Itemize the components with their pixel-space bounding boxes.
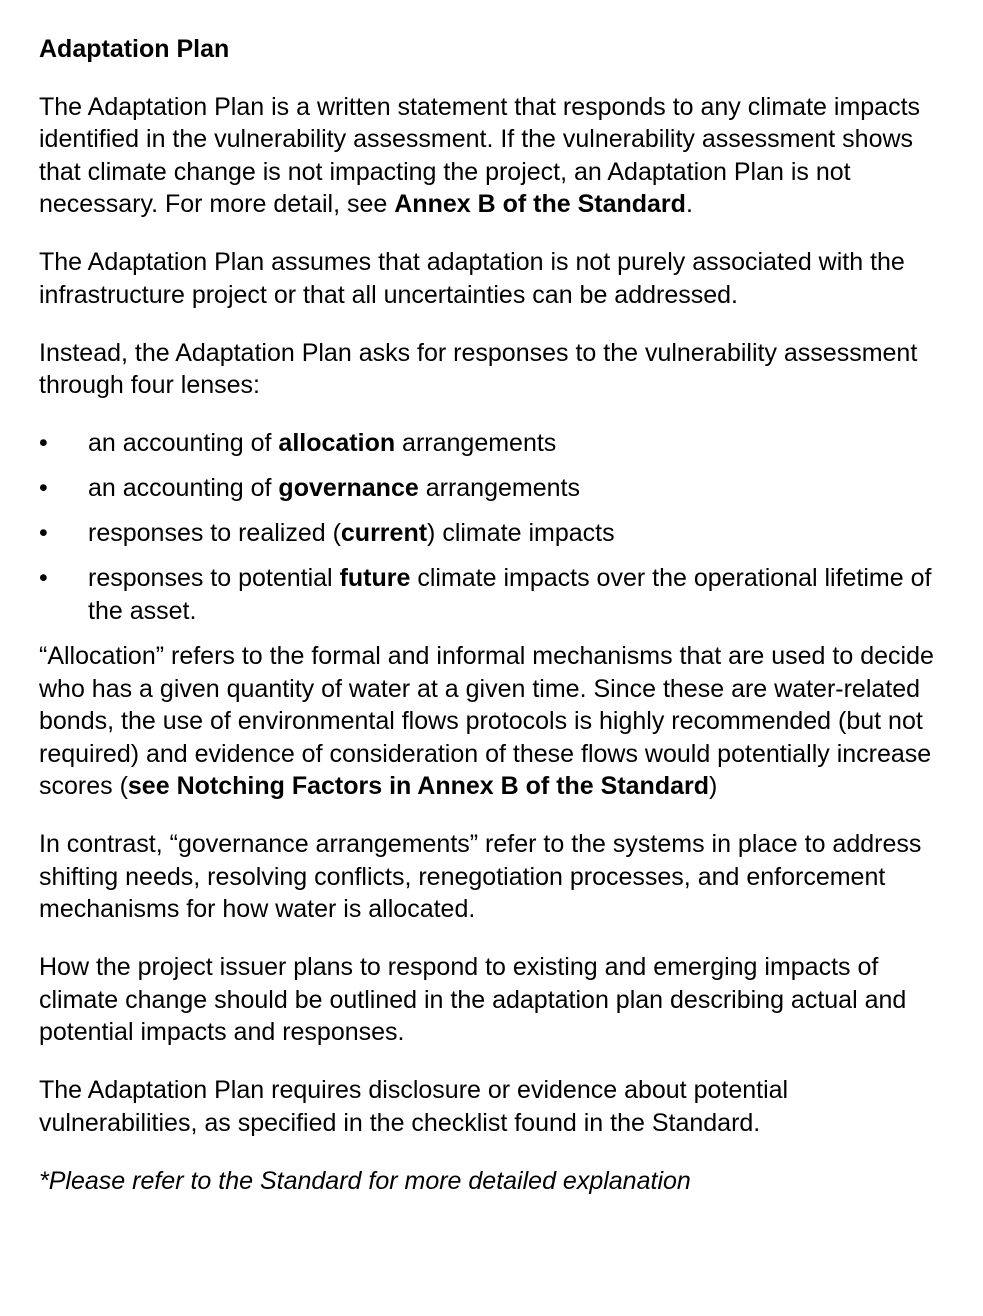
bullet-icon: • xyxy=(39,429,48,457)
list-item-pre: an accounting of xyxy=(88,474,279,502)
list-item-post: climate impacts over the operational lifetime of the asset. xyxy=(88,564,932,625)
list-item-bold: future xyxy=(339,564,411,592)
list-item-bold: allocation xyxy=(278,429,396,457)
paragraph-governance: In contrast, “governance arrangements” refer to the systems in place to address shifting needs, resolving conflicts, renegotiation processes, and enforcement mechanisms for how water is allocated. xyxy=(39,830,922,923)
paragraph-disclosure: The Adaptation Plan requires disclosure or evidence about potential vulnerabilities, as specified in the checklist found in the Standard. xyxy=(39,1076,789,1137)
paragraph-response: How the project issuer plans to respond to existing and emerging impacts of climate change should be outlined in the adaptation plan describing actual and potential impacts and responses. xyxy=(39,953,907,1046)
list-item xyxy=(39,562,953,627)
notching-factors-reference: see Notching Factors in Annex B of the Standard xyxy=(127,772,709,800)
list-item-pre: responses to potential xyxy=(88,564,340,592)
footnote-text: Please refer to the Standard for more detailed explanation xyxy=(48,1166,691,1195)
list-item xyxy=(39,427,953,460)
list-item xyxy=(39,472,953,505)
paragraph-allocation-tail: ) xyxy=(709,772,718,800)
paragraph-allocation xyxy=(39,640,953,803)
list-item-bold: current xyxy=(340,519,428,547)
footnote-star: * xyxy=(39,1166,49,1195)
paragraph-lenses-intro: Instead, the Adaptation Plan asks for responses to the vulnerability assessment through four lenses: xyxy=(39,338,918,399)
footnote xyxy=(39,1165,953,1198)
bullet-icon: • xyxy=(39,519,48,547)
paragraph-intro-tail: . xyxy=(685,190,693,218)
paragraph-allocation-text: “Allocation” refers to the formal and informal mechanisms that are used to decide who has a given quantity of water at a given time. Since these are water-related bonds, the use of environmental flows protocols is highly recommended (but not required) and evidence of consideration of these flows would potentially increase scores ( xyxy=(39,642,934,800)
list-item-pre: responses to realized ( xyxy=(88,519,341,547)
annex-reference: Annex B of the Standard xyxy=(394,190,686,218)
list-item-bold: governance xyxy=(278,474,419,502)
list-item-post: ) climate impacts xyxy=(427,519,615,547)
lenses-list xyxy=(39,427,953,627)
paragraph-assumptions: The Adaptation Plan assumes that adaptation is not purely associated with the infrastructure project or that all uncertainties can be addressed. xyxy=(39,248,905,309)
list-item-post: arrangements xyxy=(395,429,557,457)
paragraph-intro-text: The Adaptation Plan is a written statement that responds to any climate impacts identified in the vulnerability assessment. If the vulnerability assessment shows that climate change is not impacting the project, an Adaptation Plan is not necessary. For more detail, see xyxy=(39,92,921,218)
list-item-post: arrangements xyxy=(418,474,580,502)
section-heading: Adaptation Plan xyxy=(39,35,230,63)
paragraph-intro xyxy=(39,91,953,221)
bullet-icon: • xyxy=(39,564,48,592)
list-item-pre: an accounting of xyxy=(88,429,279,457)
list-item xyxy=(39,517,953,550)
bullet-icon: • xyxy=(39,474,48,502)
